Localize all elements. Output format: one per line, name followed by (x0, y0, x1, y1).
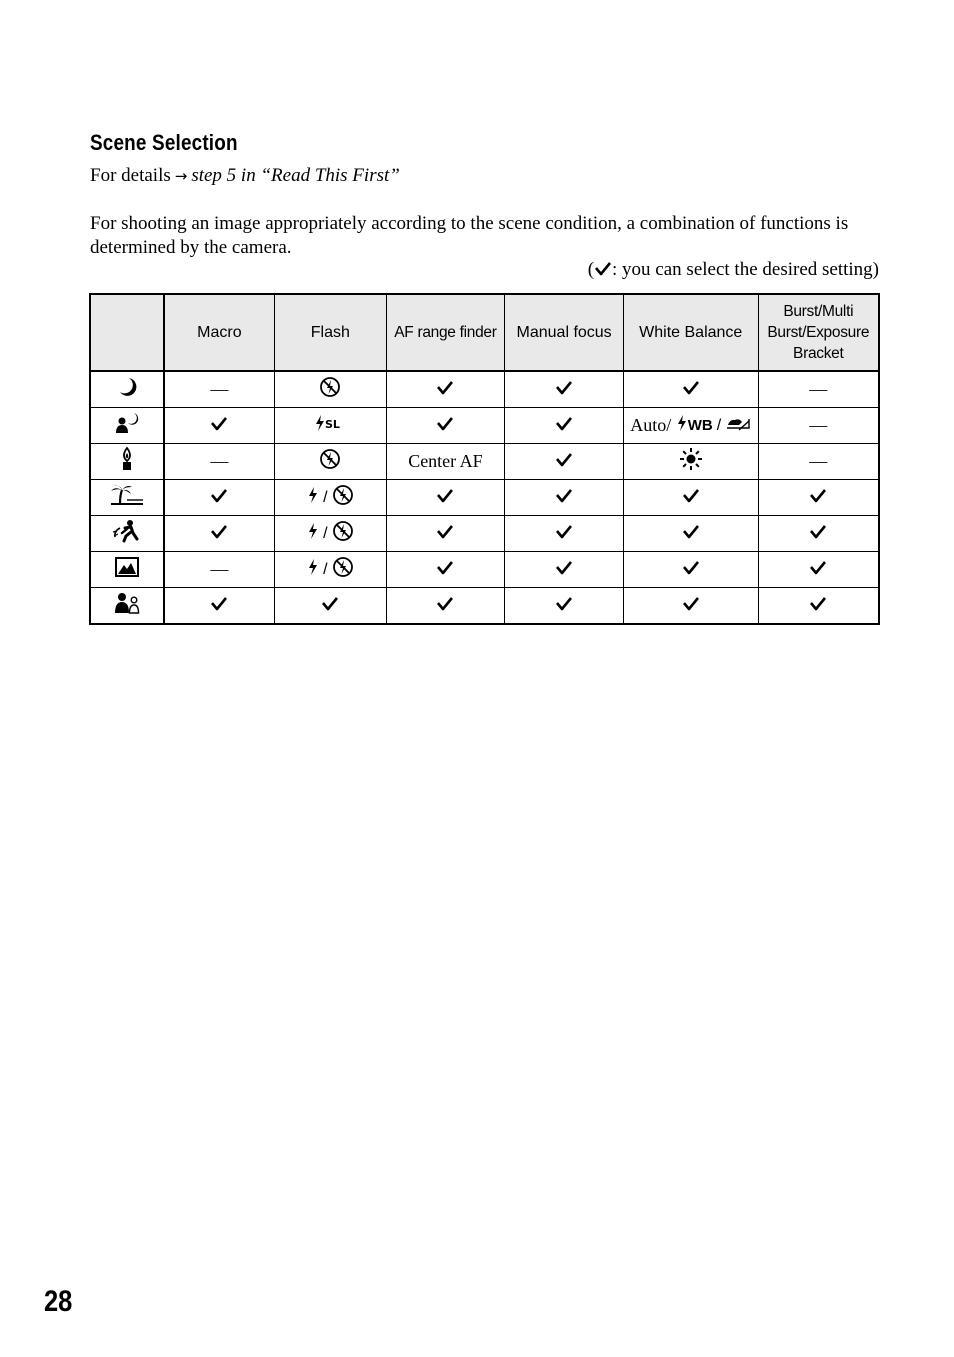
flash-off-icon (332, 556, 354, 583)
cell-white-balance: Auto/ WB / (623, 408, 758, 444)
checkmark-icon (555, 452, 573, 473)
checkmark-icon (210, 596, 228, 617)
flash-off-icon (319, 376, 341, 403)
dash: — (210, 451, 229, 471)
cell-manual-focus (505, 371, 624, 408)
details-link-text: step 5 in “Read This First” (191, 165, 400, 186)
scene-cell (90, 444, 164, 480)
checkmark-icon (321, 596, 339, 617)
dash: — (809, 415, 828, 435)
cell-af-range-finder (386, 588, 505, 625)
checkmark-icon (555, 560, 573, 581)
dash: — (809, 379, 828, 399)
flash-icon (676, 414, 688, 437)
cell-manual-focus (505, 516, 624, 552)
page-number: 28 (44, 1285, 73, 1318)
cell-af-range-finder (386, 552, 505, 588)
svg-text:SL: SL (325, 418, 341, 432)
scene-cell (90, 516, 164, 552)
cell-manual-focus (505, 444, 624, 480)
cell-flash (274, 444, 386, 480)
cell-manual-focus (505, 480, 624, 516)
checkmark-icon (436, 596, 454, 617)
cell-burst (758, 444, 879, 480)
checkmark-icon (436, 488, 454, 509)
cell-burst (758, 480, 879, 516)
table-row (90, 480, 879, 516)
cell-flash (274, 588, 386, 625)
checkmark-icon (436, 524, 454, 545)
checkmark-icon (210, 488, 228, 509)
slow-sync-flash-icon (314, 414, 346, 437)
checkmark-icon (436, 380, 454, 401)
checkmark-icon (809, 596, 827, 617)
cell-macro (164, 408, 275, 444)
cell-white-balance (623, 588, 758, 625)
cell-af-range-finder (386, 480, 505, 516)
soft-snap-icon (113, 591, 141, 620)
cell-white-balance (623, 444, 758, 480)
header-white-balance: White Balance (623, 294, 758, 371)
cell-manual-focus (505, 588, 624, 625)
underwater-wb-icon (725, 413, 751, 438)
header-scene (90, 294, 164, 371)
details-reference (90, 165, 400, 187)
header-af-range-finder: AF range finder (386, 294, 505, 371)
candle-icon (117, 447, 137, 476)
cell-burst (758, 516, 879, 552)
cell-burst (758, 552, 879, 588)
cell-af-range-finder (386, 408, 505, 444)
checkmark-icon (436, 560, 454, 581)
checkmark-icon (555, 416, 573, 437)
table-row (90, 371, 879, 408)
right-arrow-icon: → (174, 167, 188, 185)
details-prefix: For details (90, 165, 171, 186)
scene-cell (90, 588, 164, 625)
checkmark-icon (555, 380, 573, 401)
checkmark-icon (436, 416, 454, 437)
cell-macro (164, 480, 275, 516)
dash: — (210, 379, 229, 399)
intro-paragraph: For shooting an image appropriately according to the scene condition, a combination of functions is determined by the camera. (90, 213, 849, 258)
cell-flash: / (274, 480, 386, 516)
checkmark-icon (809, 560, 827, 581)
table-row (90, 552, 879, 588)
checkmark-icon (809, 488, 827, 509)
cell-manual-focus (505, 552, 624, 588)
cell-flash: / (274, 552, 386, 588)
checkmark-icon (210, 524, 228, 545)
snow-icon (111, 519, 143, 548)
cell-macro (164, 552, 275, 588)
table-header-row (90, 294, 879, 371)
checkmark-icon (555, 596, 573, 617)
cell-manual-focus (505, 408, 624, 444)
cell-burst (758, 408, 879, 444)
cell-af-range-finder (386, 444, 505, 480)
cell-af-range-finder (386, 516, 505, 552)
header-manual-focus: Manual focus (505, 294, 624, 371)
cell-burst (758, 588, 879, 625)
scene-cell (90, 480, 164, 516)
table-row (90, 408, 879, 444)
checkmark-icon (555, 488, 573, 509)
checkmark-icon (809, 524, 827, 545)
cell-text: Center AF (408, 451, 483, 471)
flash-on-icon (307, 522, 319, 545)
cell-burst (758, 371, 879, 408)
wb-auto-label: Auto/ (630, 415, 672, 435)
dash: — (809, 451, 828, 471)
dash: — (210, 559, 229, 579)
landscape-icon (114, 556, 140, 583)
daylight-icon (679, 447, 703, 476)
cell-flash (274, 371, 386, 408)
beach-icon (109, 484, 145, 511)
table-row (90, 588, 879, 625)
header-burst: Burst/Multi Burst/Exposure Bracket (758, 294, 879, 371)
cell-macro (164, 588, 275, 625)
twilight-portrait-icon (113, 411, 141, 440)
cell-macro (164, 371, 275, 408)
checkmark-icon (210, 416, 228, 437)
twilight-moon-icon (115, 376, 139, 403)
cell-macro (164, 444, 275, 480)
scene-cell (90, 408, 164, 444)
checkmark-icon (682, 560, 700, 581)
flash-off-icon (332, 520, 354, 547)
checkmark-icon (682, 488, 700, 509)
flash-off-icon (332, 484, 354, 511)
checkmark-legend: ( : you can select the desired setting) (588, 259, 879, 283)
checkmark-icon (682, 596, 700, 617)
cell-white-balance (623, 516, 758, 552)
flash-on-icon (307, 558, 319, 581)
cell-flash: / (274, 516, 386, 552)
cell-white-balance (623, 480, 758, 516)
header-macro: Macro (164, 294, 275, 371)
wb-label: WB (687, 417, 713, 434)
checkmark-icon (594, 261, 612, 283)
scene-cell (90, 371, 164, 408)
checkmark-icon (682, 380, 700, 401)
checkmark-icon (682, 524, 700, 545)
scene-cell (90, 552, 164, 588)
cell-flash (274, 408, 386, 444)
flash-on-icon (307, 486, 319, 509)
checkmark-icon (555, 524, 573, 545)
flash-off-icon (319, 448, 341, 475)
scene-settings-table (89, 293, 880, 625)
cell-white-balance (623, 552, 758, 588)
table-row (90, 516, 879, 552)
cell-white-balance (623, 371, 758, 408)
section-title: Scene Selection (90, 130, 238, 155)
cell-af-range-finder (386, 371, 505, 408)
cell-macro (164, 516, 275, 552)
header-flash: Flash (274, 294, 386, 371)
table-row (90, 444, 879, 480)
